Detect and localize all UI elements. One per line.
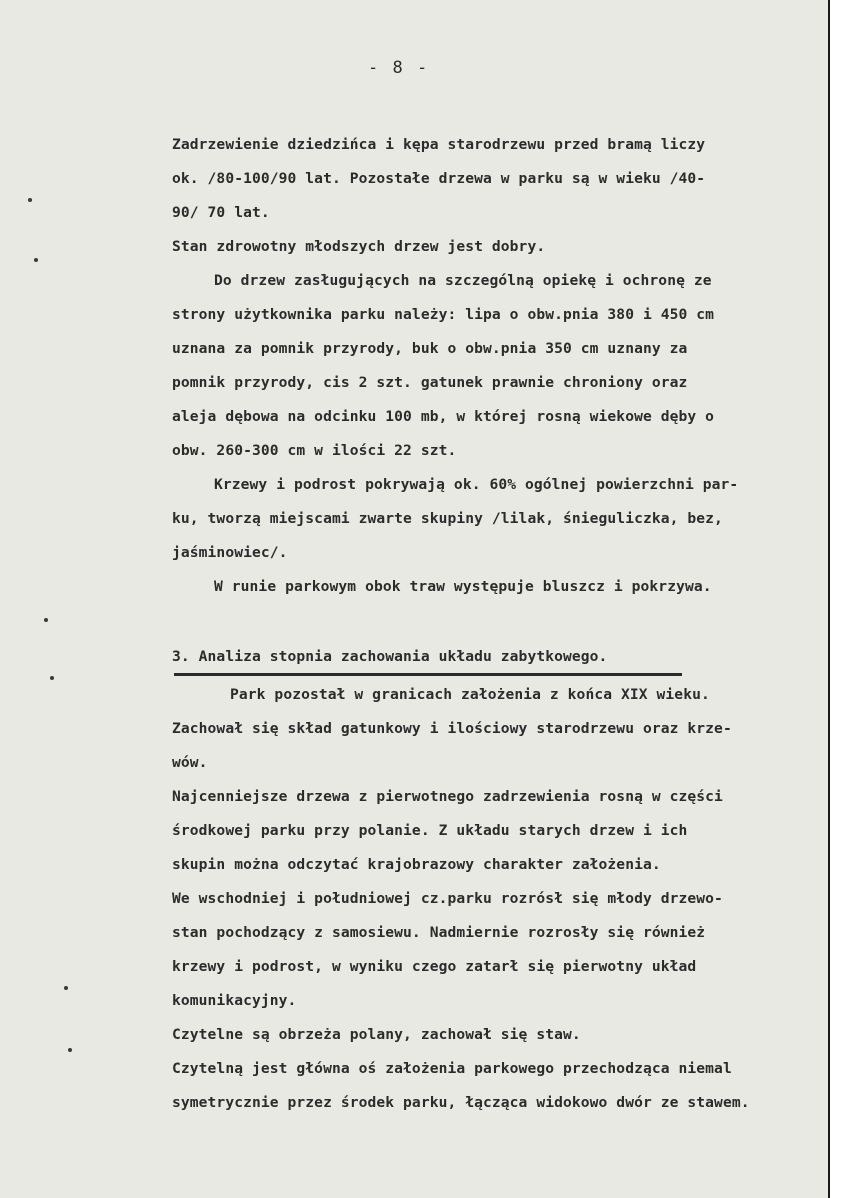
- scan-speck: [64, 986, 68, 990]
- text-line: Czytelne są obrzeża polany, zachował się staw.: [172, 1026, 581, 1043]
- text-line: uznana za pomnik przyrody, buk o obw.pnia 350 cm uznany za: [172, 340, 688, 357]
- text-line: Czytelną jest główna oś założenia parkowego przechodząca niemal: [172, 1060, 732, 1077]
- scan-speck: [44, 618, 48, 622]
- heading-underline: [174, 673, 682, 676]
- text-line: aleja dębowa na odcinku 100 mb, w której rosną wiekowe dęby o: [172, 408, 715, 425]
- text-line: wów.: [172, 754, 208, 771]
- page-number: - 8 -: [368, 58, 430, 78]
- scan-speck: [50, 676, 54, 680]
- section-heading: 3. Analiza stopnia zachowania układu zabytkowego.: [172, 648, 608, 665]
- text-line: Park pozostał w granicach założenia z końca XIX wieku.: [230, 686, 710, 703]
- text-line: We wschodniej i południowej cz.parku rozrósł się młody drzewo-: [172, 890, 723, 907]
- text-line: obw. 260-300 cm w ilości 22 szt.: [172, 442, 457, 459]
- scan-speck: [68, 1048, 72, 1052]
- scan-speck: [34, 258, 38, 262]
- text-line: strony użytkownika parku należy: lipa o obw.pnia 380 i 450 cm: [172, 306, 715, 323]
- text-line: Stan zdrowotny młodszych drzew jest dobry.: [172, 238, 546, 255]
- text-line: stan pochodzący z samosiewu. Nadmiernie rozrosły się również: [172, 924, 706, 941]
- text-line: symetrycznie przez środek parku, łącząca widokowo dwór ze stawem.: [172, 1094, 750, 1111]
- text-line: skupin można odczytać krajobrazowy charakter założenia.: [172, 856, 661, 873]
- text-line: pomnik przyrody, cis 2 szt. gatunek prawnie chroniony oraz: [172, 374, 688, 391]
- text-line: Krzewy i podrost pokrywają ok. 60% ogólnej powierzchni par-: [214, 476, 739, 493]
- text-line: jaśminowiec/.: [172, 544, 288, 561]
- scan-speck: [28, 198, 32, 202]
- text-line: krzewy i podrost, w wyniku czego zatarł się pierwotny układ: [172, 958, 697, 975]
- text-line: Zachował się skład gatunkowy i ilościowy starodrzewu oraz krze-: [172, 720, 732, 737]
- text-line: ok. /80-100/90 lat. Pozostałe drzewa w parku są w wieku /40-: [172, 170, 706, 187]
- text-line: środkowej parku przy polanie. Z układu starych drzew i ich: [172, 822, 688, 839]
- text-line: Najcenniejsze drzewa z pierwotnego zadrzewienia rosną w części: [172, 788, 723, 805]
- text-line: W runie parkowym obok traw występuje bluszcz i pokrzywa.: [214, 578, 712, 595]
- text-line: Do drzew zasługujących na szczególną opiekę i ochronę ze: [214, 272, 712, 289]
- text-line: 90/ 70 lat.: [172, 204, 270, 221]
- text-line: komunikacyjny.: [172, 992, 297, 1009]
- text-line: Zadrzewienie dziedzińca i kępa starodrzewu przed bramą liczy: [172, 136, 706, 153]
- text-line: ku, tworzą miejscami zwarte skupiny /lilak, śnieguliczka, bez,: [172, 510, 723, 527]
